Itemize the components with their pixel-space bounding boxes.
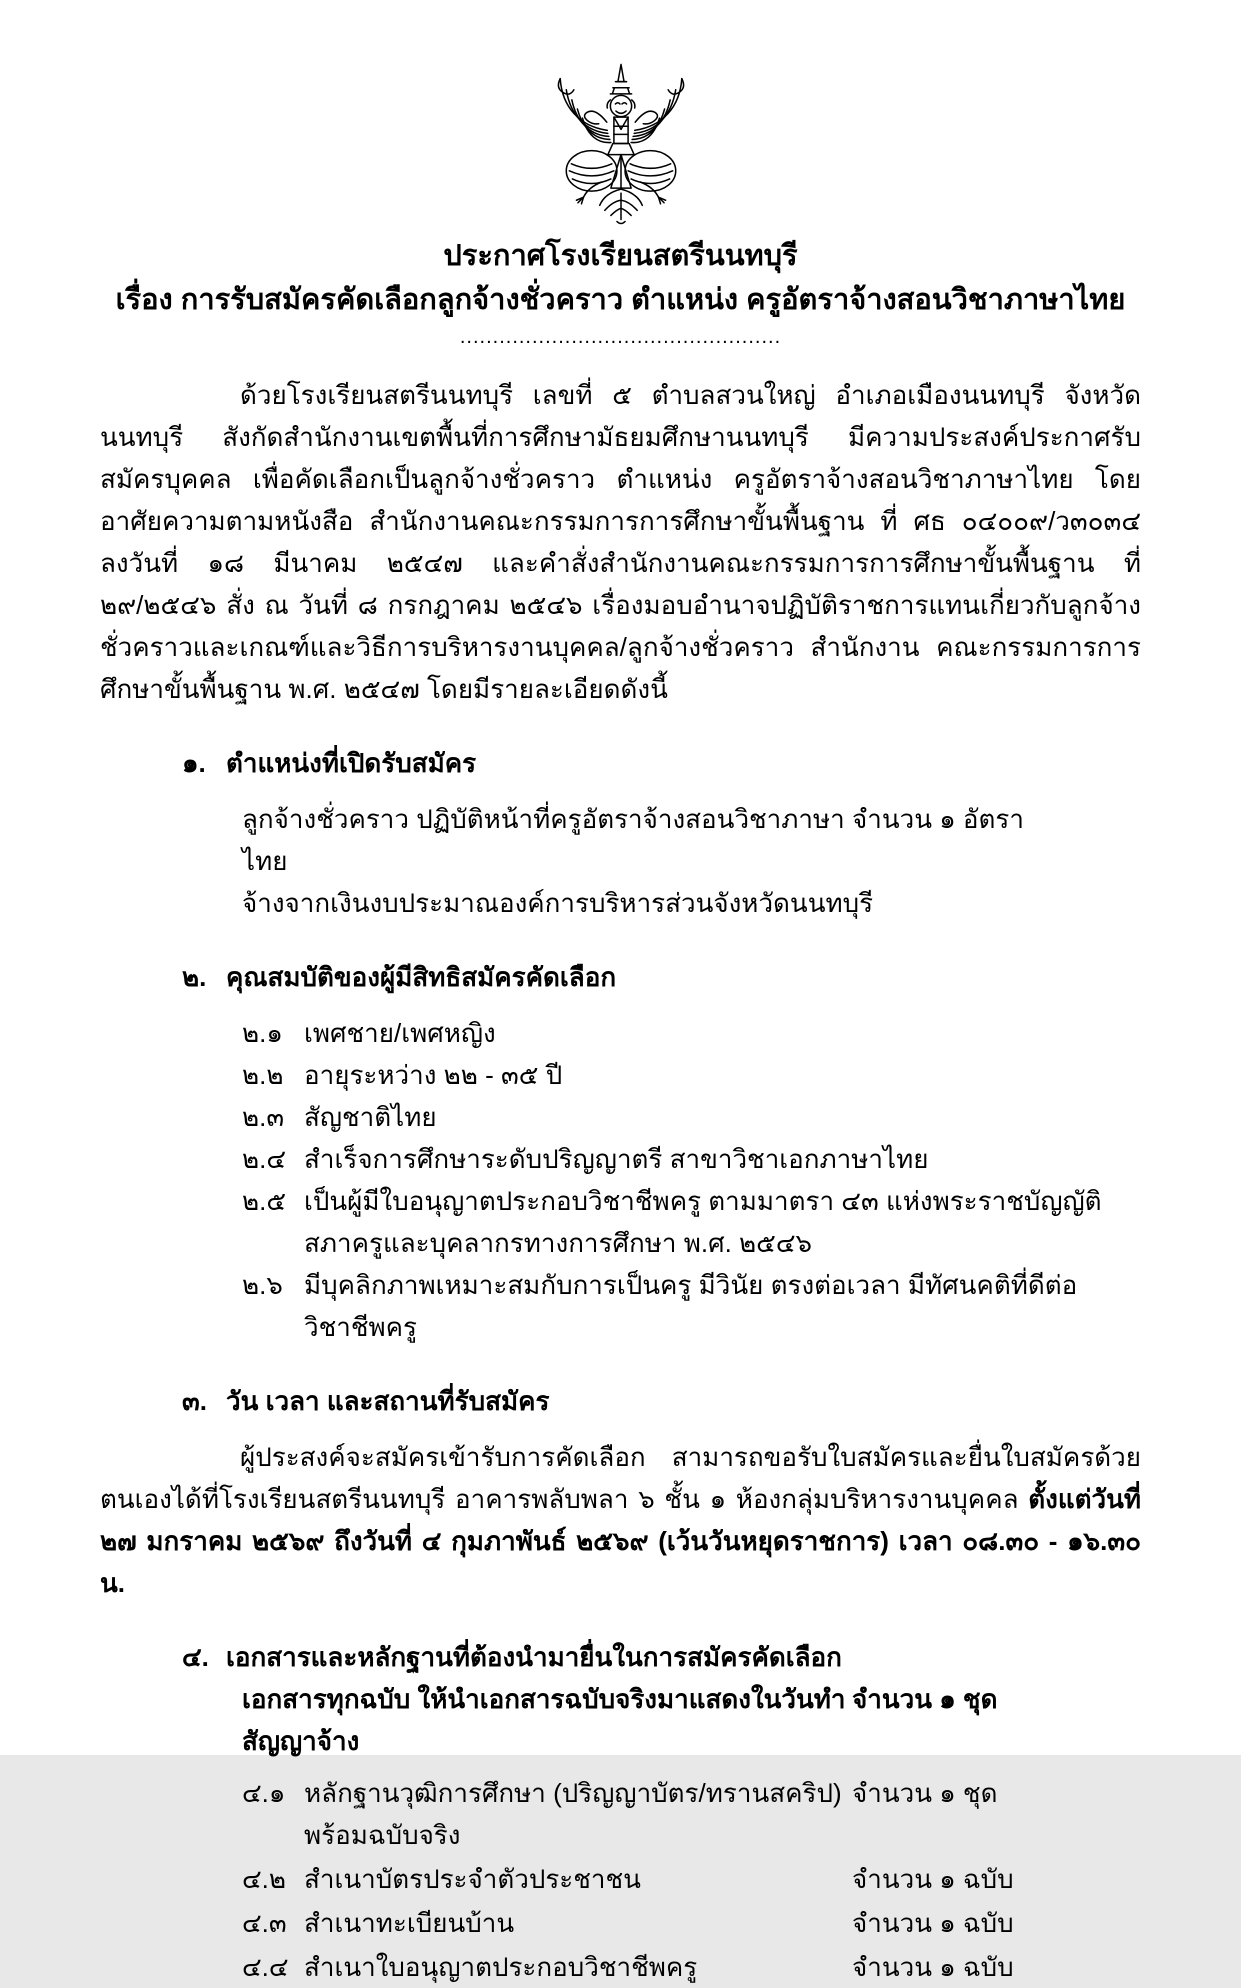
documents-note-quantity: จำนวน ๑ ชุด bbox=[852, 1684, 998, 1714]
section1-position-row bbox=[242, 798, 1141, 882]
section1-title: ตำแหน่งที่เปิดรับสมัคร bbox=[226, 748, 477, 778]
subject-line: เรื่อง การรับสมัครคัดเลือกลูกจ้างชั่วคราว ตำแหน่ง ครูอัตราจ้างสอนวิชาภาษาไทย bbox=[115, 284, 1126, 316]
item-quantity: จำนวน ๑ ฉบับ bbox=[852, 1908, 1014, 1938]
section4-title: เอกสารและหลักฐานที่ต้องนำมายื่นในการสมัครคัดเลือก bbox=[226, 1642, 842, 1672]
qualification-item bbox=[242, 1012, 1141, 1054]
section3-number: ๓. bbox=[182, 1386, 207, 1416]
item-text: เป็นผู้มีใบอนุญาตประกอบวิชาชีพครู ตามมาตรา ๔๓ แห่งพระราชบัญญัติสภาครูและบุคลากรทางการศึกษา พ.ศ. ๒๕๔๖ bbox=[304, 1186, 1102, 1258]
item-text: สัญชาติไทย bbox=[304, 1102, 437, 1132]
item-number: ๒.๖ bbox=[242, 1270, 283, 1300]
document-item bbox=[242, 1902, 1141, 1944]
section3-heading bbox=[182, 1380, 1141, 1422]
item-number: ๒.๓ bbox=[242, 1102, 285, 1132]
section1-funding-line: จ้างจากเงินงบประมาณองค์การบริหารส่วนจังหวัดนนทบุรี bbox=[242, 888, 874, 918]
section4-heading bbox=[182, 1636, 1141, 1678]
dotted-divider: ................................................. bbox=[459, 326, 782, 348]
application-dates-text: ตั้งแต่วันที่ ๒๗ มกราคม ๒๕๖๙ ถึงวันที่ ๔ กุมภาพันธ์ ๒๕๖๙ (เว้นวันหยุดราชการ) เวลา ๐๘.๓๐ - ๑๖.๓๐ น. bbox=[100, 1484, 1141, 1598]
item-number: ๔.๔ bbox=[242, 1952, 289, 1982]
item-text: อายุระหว่าง ๒๒ - ๓๕ ปี bbox=[304, 1060, 563, 1090]
section1-number: ๑. bbox=[182, 748, 206, 778]
qualification-item bbox=[242, 1264, 1141, 1348]
document-item bbox=[242, 1946, 1141, 1988]
intro-paragraph: ด้วยโรงเรียนสตรีนนทบุรี เลขที่ ๕ ตำบลสวนใหญ่ อำเภอเมืองนนทบุรี จังหวัดนนทบุรี สังกัดสำนักงานเขตพื้นที่การศึกษามัธยมศึกษานนทบุรี มีความประสงค์ประกาศรับสมัครบุคคล เพื่อคัดเลือกเป็นลูกจ้างชั่วคราว ตำแหน่ง ครูอัตราจ้างสอนวิชาภาษาไทย โดยอาศัยความตามหนังสือ สำนักงานคณะกรรมการการศึกษาขั้นพื้นฐาน ที่ ศธ ๐๔๐๐๙/ว๓๐๓๔ ลงวันที่ ๑๘ มีนาคม ๒๕๔๗ และคำสั่งสำนักงานคณะกรรมการการศึกษาขั้นพื้นฐาน ที่ ๒๙/๒๕๔๖ สั่ง ณ วันที่ ๘ กรกฎาคม ๒๕๔๖ เรื่องมอบอำนาจปฏิบัติราชการแทนเกี่ยวกับลูกจ้างชั่วคราวและเกณฑ์และวิธีการบริหารงานบุคคล/ลูกจ้างชั่วคราว สำนักงาน คณะกรรมการการศึกษาขั้นพื้นฐาน พ.ศ. ๒๕๔๗ โดยมีรายละเอียดดังนี้ bbox=[100, 380, 1141, 704]
item-text: เพศชาย/เพศหญิง bbox=[304, 1018, 496, 1048]
application-details-text: ผู้ประสงค์จะสมัครเข้ารับการคัดเลือก สามารถขอรับใบสมัครและยื่นใบสมัครด้วยตนเองได้ที่โรงเรียนสตรีนนทบุรี อาคารพลับพลา ๖ ชั้น ๑ ห้องกลุ่มบริหารงานบุคคล bbox=[100, 1442, 1141, 1514]
item-number: ๒.๕ bbox=[242, 1186, 287, 1216]
item-text: มีบุคลิกภาพเหมาะสมกับการเป็นครู มีวินัย ตรงต่อเวลา มีทัศนคติที่ดีต่อวิชาชีพครู bbox=[304, 1270, 1078, 1342]
section4-number: ๔. bbox=[182, 1642, 209, 1672]
document-item bbox=[242, 1858, 1141, 1900]
position-label: ลูกจ้างชั่วคราว ปฏิบัติหน้าที่ครูอัตราจ้างสอนวิชาภาษาไทย bbox=[242, 804, 845, 876]
item-text: สำเร็จการศึกษาระดับปริญญาตรี สาขาวิชาเอกภาษาไทย bbox=[304, 1144, 929, 1174]
item-quantity: จำนวน ๑ ฉบับ bbox=[852, 1864, 1014, 1894]
qualification-item bbox=[242, 1180, 1141, 1264]
item-number: ๔.๒ bbox=[242, 1864, 287, 1894]
position-quantity: จำนวน ๑ อัตรา bbox=[852, 804, 1024, 834]
qualification-item bbox=[242, 1138, 1141, 1180]
section4-subheading-row bbox=[242, 1678, 1141, 1762]
item-number: ๔.๑ bbox=[242, 1778, 286, 1808]
section2-heading bbox=[182, 956, 1141, 998]
item-text: สำเนาทะเบียนบ้าน bbox=[304, 1908, 515, 1938]
item-number: ๒.๔ bbox=[242, 1144, 287, 1174]
item-number: ๔.๓ bbox=[242, 1908, 287, 1938]
qualification-item bbox=[242, 1054, 1141, 1096]
section1-heading bbox=[182, 742, 1141, 784]
item-quantity: จำนวน ๑ ฉบับ bbox=[852, 1952, 1014, 1982]
item-text: หลักฐานวุฒิการศึกษา (ปริญญาบัตร/ทรานสคริป) พร้อมฉบับจริง bbox=[304, 1778, 842, 1850]
section3-title: วัน เวลา และสถานที่รับสมัคร bbox=[226, 1386, 550, 1416]
item-quantity: จำนวน ๑ ชุด bbox=[852, 1778, 998, 1808]
item-number: ๒.๒ bbox=[242, 1060, 284, 1090]
document-item bbox=[242, 1772, 1141, 1856]
application-details-paragraph bbox=[100, 1436, 1141, 1604]
section2-title: คุณสมบัติของผู้มีสิทธิสมัครคัดเลือก bbox=[226, 962, 617, 992]
item-number: ๒.๑ bbox=[242, 1018, 283, 1048]
page-title: ประกาศโรงเรียนสตรีนนทบุรี bbox=[443, 240, 798, 272]
garuda-emblem-icon bbox=[545, 60, 697, 228]
qualification-item bbox=[242, 1096, 1141, 1138]
item-text: สำเนาใบอนุญาตประกอบวิชาชีพครู bbox=[304, 1952, 698, 1982]
section2-number: ๒. bbox=[182, 962, 207, 992]
documents-note-label: เอกสารทุกฉบับ ให้นำเอกสารฉบับจริงมาแสดงในวันทำสัญญาจ้าง bbox=[242, 1684, 846, 1756]
item-text: สำเนาบัตรประจำตัวประชาชน bbox=[304, 1864, 641, 1894]
